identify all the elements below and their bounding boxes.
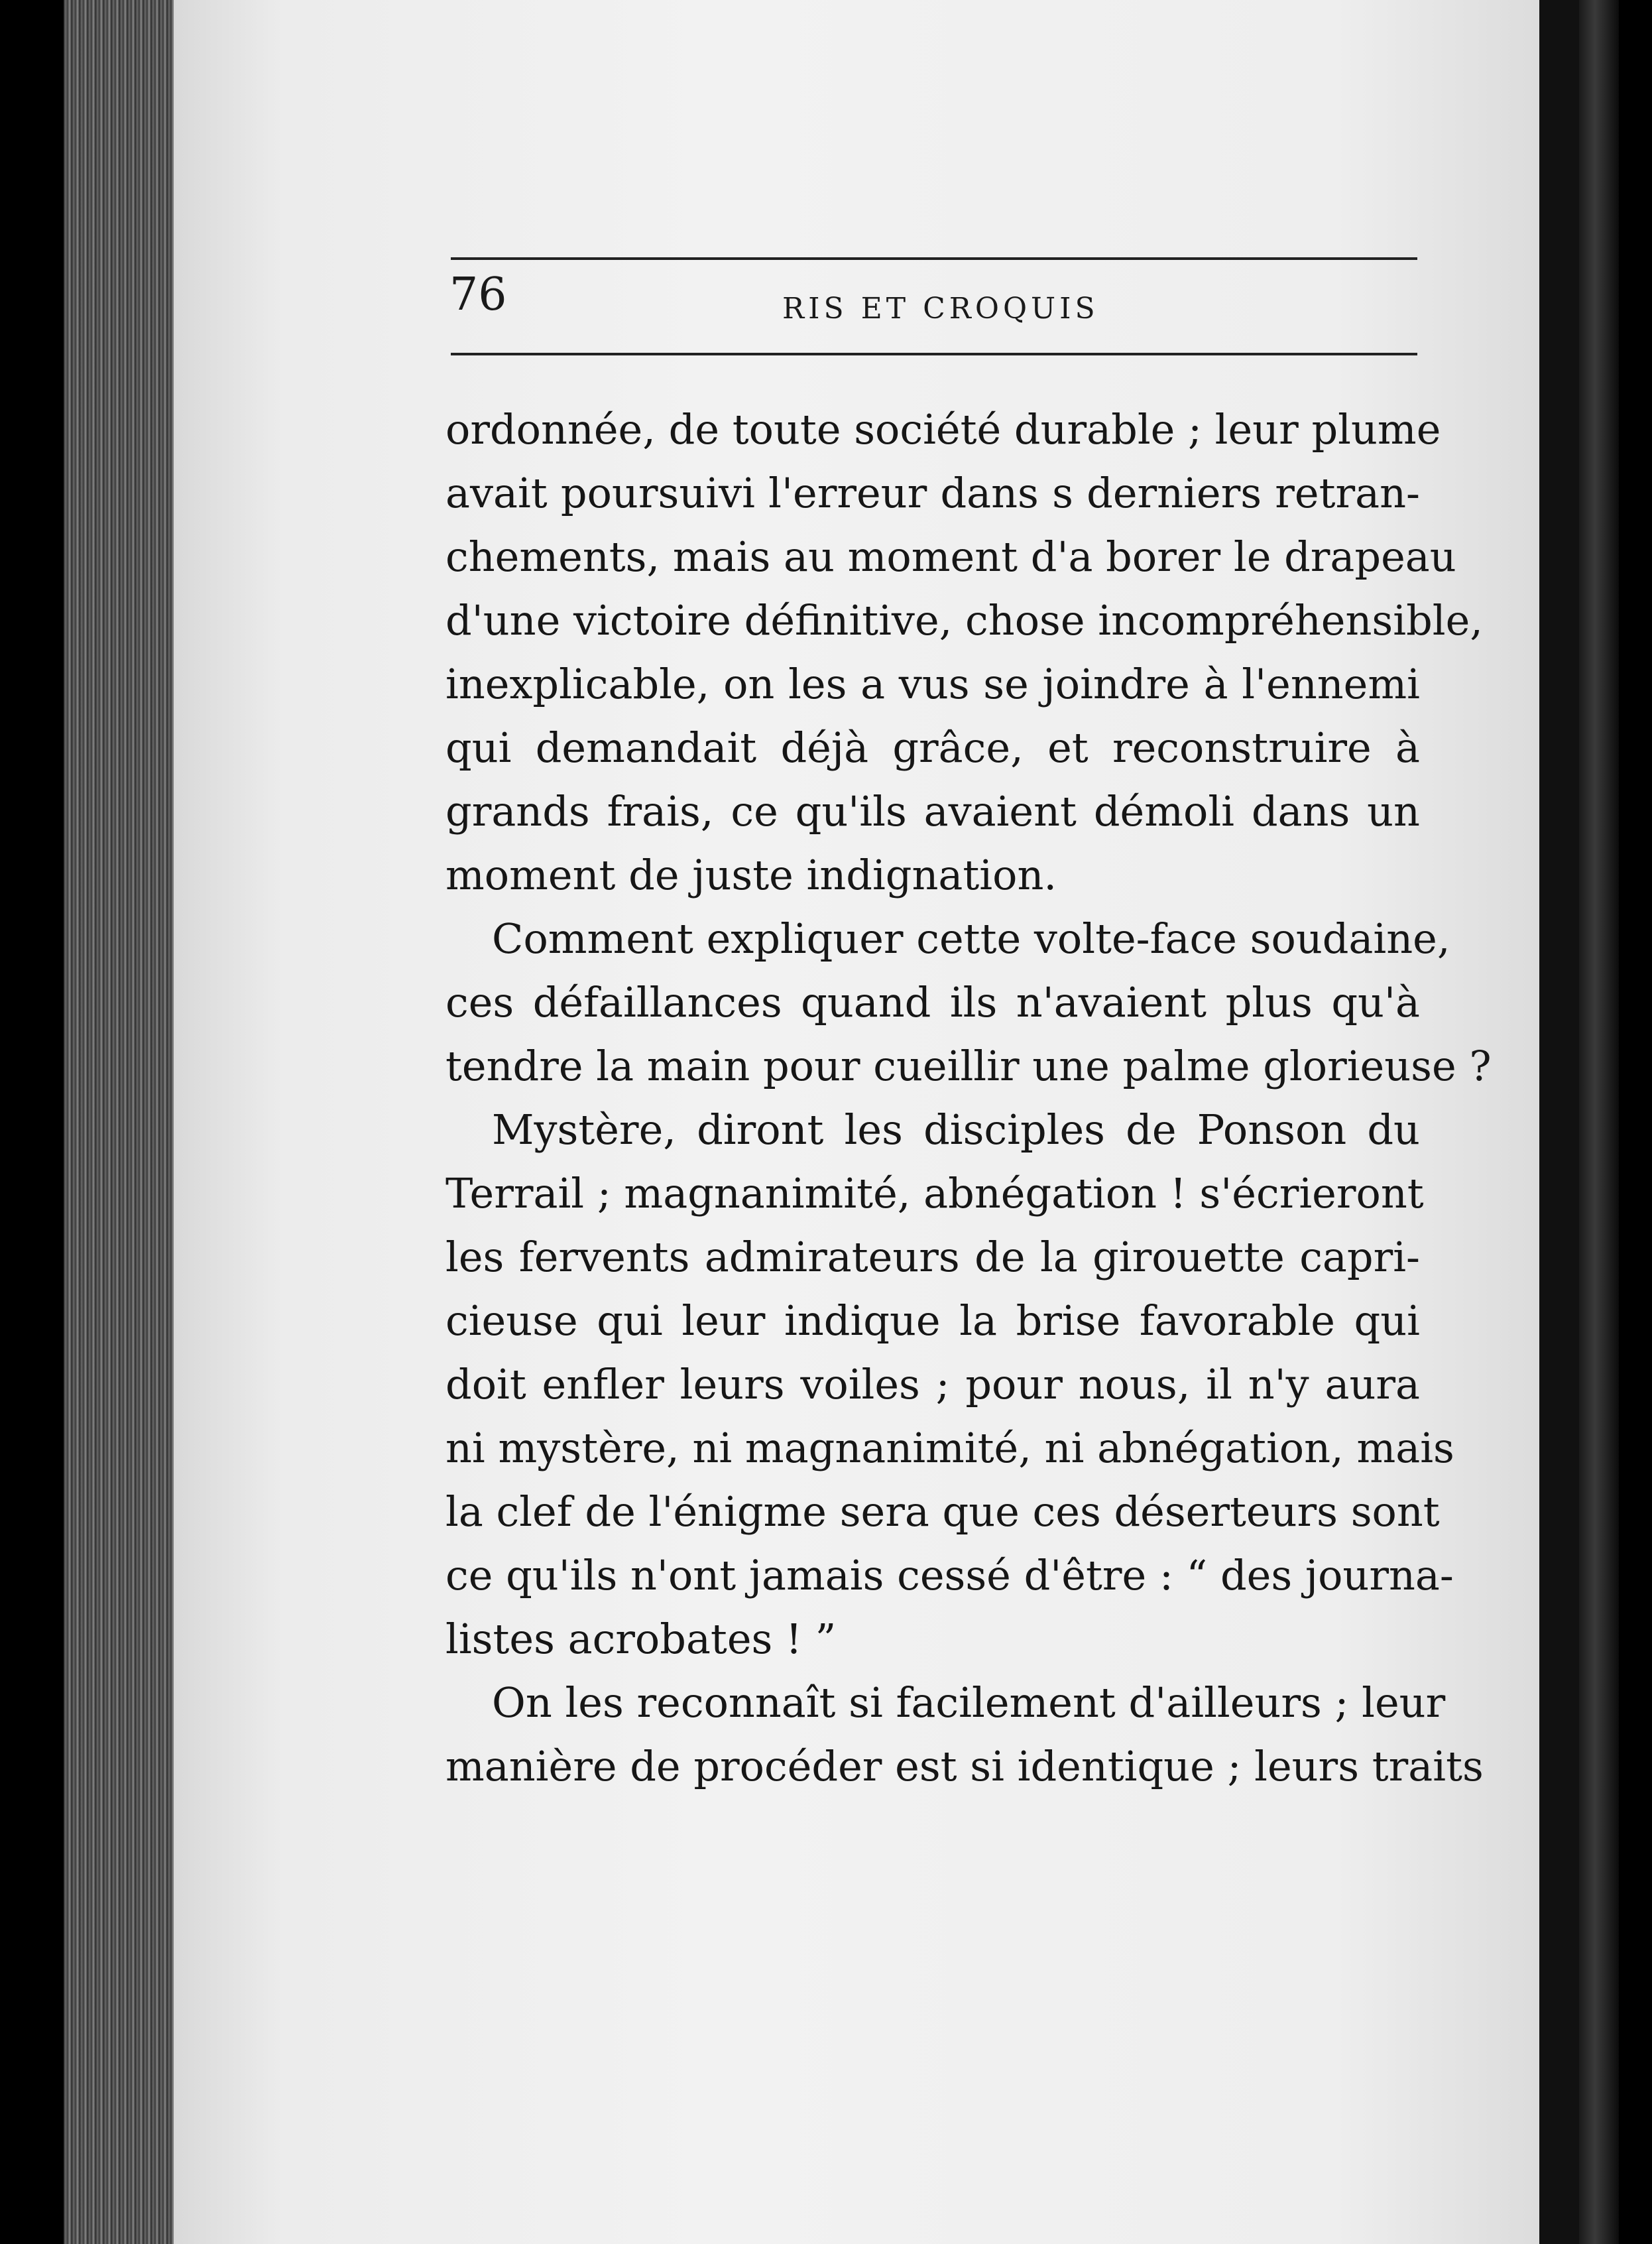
text-line: les fervents admirateurs de la girouette capri- [445, 1233, 1420, 1281]
paragraph-2 [445, 907, 1492, 1098]
text-line: Terrail ; magnanimité, abnégation ! s'écrieront [445, 1169, 1424, 1217]
text-line: d'une victoire définitive, chose incompréhensible, [445, 596, 1483, 645]
text-line: inexplicable, on les a vus se joindre à l'ennemi [445, 660, 1420, 708]
text-line: doit enfler leurs voiles ; pour nous, il n'y aura [445, 1360, 1420, 1408]
text-line: moment de juste indignation. [445, 851, 1057, 899]
text-line: On les reconnaît si facilement d'ailleurs ; leur [492, 1678, 1446, 1727]
body-text [445, 398, 1492, 1798]
paragraph-3 [445, 1098, 1454, 1671]
page-number: 76 [449, 269, 507, 321]
text-line: Mystère, diront les disciples de Ponson du [492, 1105, 1420, 1154]
text-line: avait poursuivi l'erreur dans s derniers retran- [445, 469, 1420, 517]
page-gutter-shadow [1539, 0, 1579, 2244]
text-line: listes acrobates ! ” [445, 1615, 837, 1663]
text-line: la clef de l'énigme sera que ces déserteurs sont [445, 1487, 1440, 1536]
running-title: RIS ET CROQUIS [782, 292, 1099, 326]
header-rule-top [451, 257, 1417, 260]
text-line: grands frais, ce qu'ils avaient démoli dans un [445, 787, 1420, 836]
paragraph-4 [445, 1671, 1484, 1798]
text-line: ordonnée, de toute société durable ; leur plume [445, 405, 1441, 454]
text-line: tendre la main pour cueillir une palme glorieuse ? [445, 1042, 1492, 1090]
paragraph-1 [445, 398, 1483, 907]
book-fore-edge [64, 0, 183, 2244]
header-rule-bottom [451, 353, 1417, 355]
text-line: cieuse qui leur indique la brise favorable qui [445, 1296, 1420, 1345]
text-line: chements, mais au moment d'a borer le drapeau [445, 532, 1456, 581]
text-line: ces défaillances quand ils n'avaient plus qu'à [445, 978, 1420, 1027]
text-line: ce qu'ils n'ont jamais cessé d'être : “ des journa- [445, 1551, 1454, 1599]
text-line: manière de procéder est si identique ; leurs traits [445, 1742, 1484, 1790]
text-line: Comment expliquer cette volte-face soudaine, [492, 914, 1450, 963]
text-line: qui demandait déjà grâce, et reconstruire à [445, 723, 1420, 772]
scan-border-right [1579, 0, 1619, 2244]
text-line: ni mystère, ni magnanimité, ni abnégation, mais [445, 1424, 1454, 1472]
